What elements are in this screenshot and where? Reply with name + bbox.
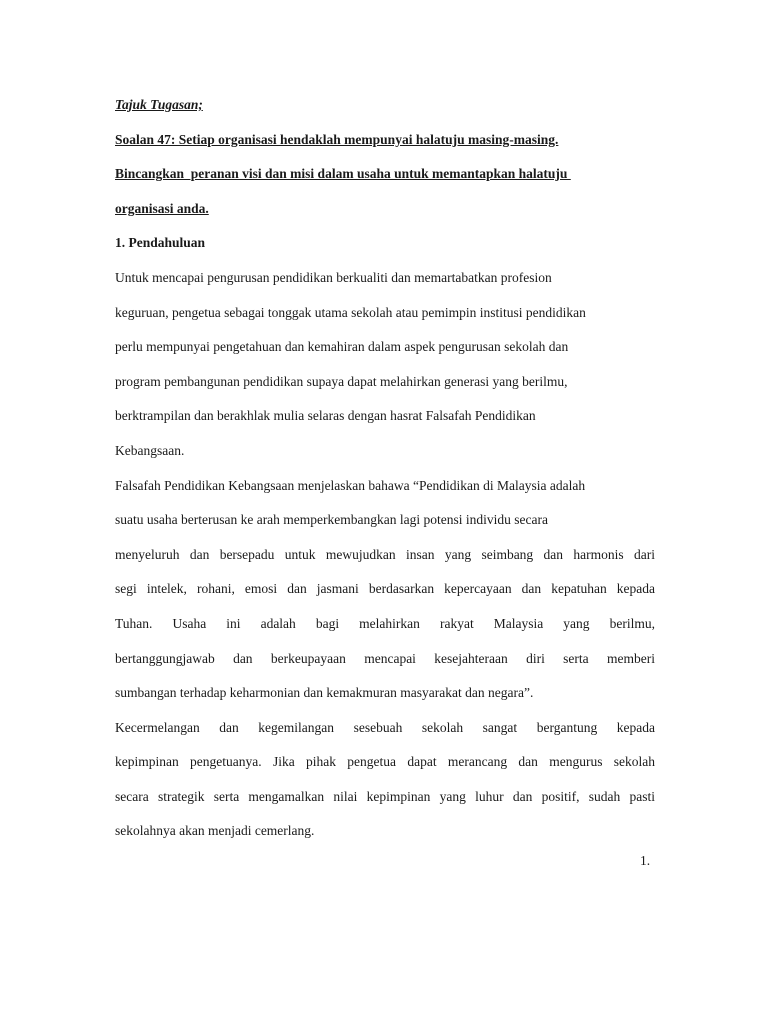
paragraph-line: menyeluruh dan bersepadu untuk mewujudkan insan yang seimbang dan harmonis dari: [115, 546, 655, 562]
paragraph-falsafah: [115, 469, 655, 711]
document-page: [115, 88, 655, 849]
paragraph-kecemerlangan: [115, 711, 655, 849]
question-line-3: organisasi anda.: [115, 200, 209, 216]
paragraph-line: perlu mempunyai pengetahuan dan kemahiran dalam aspek pengurusan sekolah dan: [115, 339, 569, 355]
paragraph-line: suatu usaha berterusan ke arah memperkembangkan lagi potensi individu secara: [115, 512, 548, 528]
paragraph-line: kepimpinan pengetuanya. Jika pihak pengetua dapat merancang dan mengurus sekolah: [115, 754, 655, 770]
paragraph-line: program pembangunan pendidikan supaya dapat melahirkan generasi yang berilmu,: [115, 373, 568, 389]
paragraph-line: Kecermelangan dan kegemilangan sesebuah sekolah sangat bergantung kepada: [115, 719, 655, 735]
paragraph-line: sekolahnya akan menjadi cemerlang.: [115, 823, 315, 839]
paragraph-line: sumbangan terhadap keharmonian dan kemakmuran masyarakat dan negara”.: [115, 685, 534, 701]
paragraph-line: berktrampilan dan berakhlak mulia selaras dengan hasrat Falsafah Pendidikan: [115, 408, 536, 424]
assignment-title-label: Tajuk Tugasan;: [115, 97, 203, 112]
paragraph-line: bertanggungjawab dan berkeupayaan mencapai kesejahteraan diri serta memberi: [115, 650, 655, 666]
question-line-1: Soalan 47: Setiap organisasi hendaklah mempunyai halatuju masing-masing.: [115, 131, 559, 147]
paragraph-line: Untuk mencapai pengurusan pendidikan berkualiti dan memartabatkan profesion: [115, 269, 552, 285]
question-line-2: Bincangkan peranan visi dan misi dalam usaha untuk memantapkan halatuju: [115, 166, 571, 182]
paragraph-line: Falsafah Pendidikan Kebangsaan menjelaskan bahawa “Pendidikan di Malaysia adalah: [115, 477, 586, 493]
paragraph-line: secara strategik serta mengamalkan nilai kepimpinan yang luhur dan positif, sudah pasti: [115, 788, 655, 804]
paragraph-line: Tuhan. Usaha ini adalah bagi melahirkan rakyat Malaysia yang berilmu,: [115, 615, 655, 631]
paragraph-line: Kebangsaan.: [115, 442, 185, 458]
paragraph-line: keguruan, pengetua sebagai tonggak utama sekolah atau pemimpin institusi pendidikan: [115, 304, 586, 320]
page-number: 1.: [640, 853, 651, 868]
paragraph-introduction: [115, 261, 655, 469]
paragraph-line: segi intelek, rohani, emosi dan jasmani berdasarkan kepercayaan dan kepatuhan kepada: [115, 581, 655, 597]
section-title: 1. Pendahuluan: [115, 235, 206, 251]
